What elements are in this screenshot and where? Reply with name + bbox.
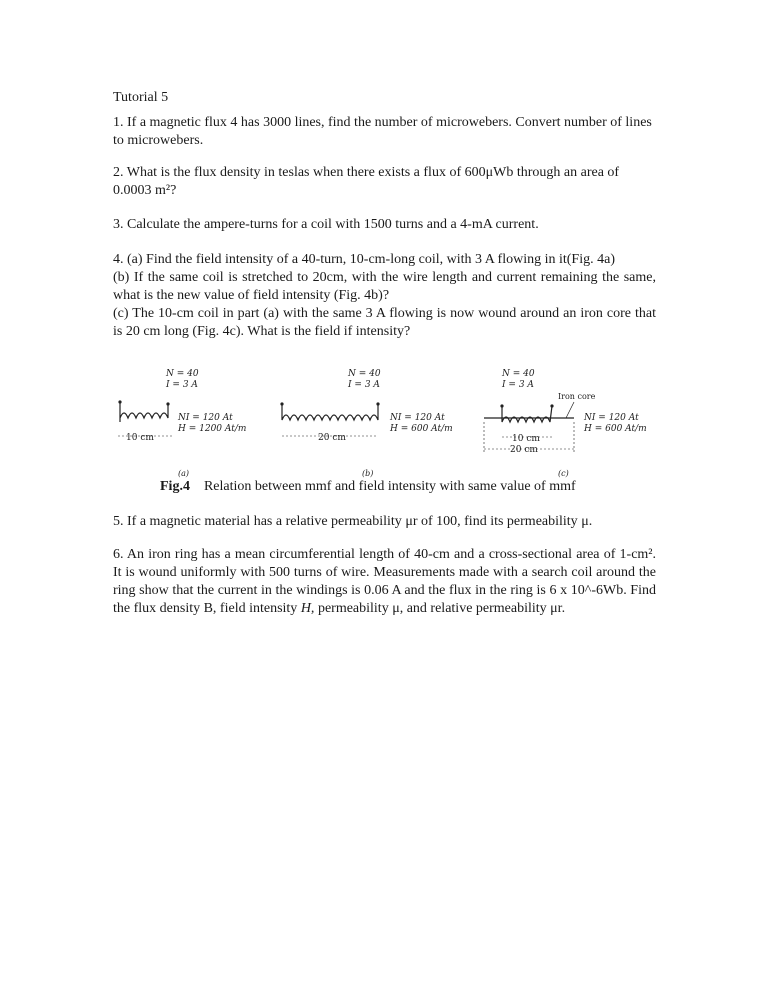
- question-1: 1. If a magnetic flux 4 has 3000 lines, find the number of microwebers. Convert number of lines to microwebers.: [113, 115, 652, 148]
- fig-a-label: (a): [178, 469, 190, 478]
- fig-b-ni: NI = 120 At: [390, 413, 445, 423]
- question-4: [113, 251, 656, 341]
- question-4a: 4. (a) Find the field intensity of a 40-turn, 10-cm-long coil, with 3 A flowing in it(Fig. 4a): [113, 252, 615, 267]
- figure-caption-text: Relation between mmf and field intensity with same value of mmf: [203, 479, 576, 494]
- question-6-text-b: permeability: [314, 601, 393, 616]
- mu-r-symbol-6: μr.: [550, 601, 566, 616]
- question-5-text-b: of 100, find its permeability: [417, 514, 582, 529]
- question-6-text-a: 6. An iron ring has a mean circumferential length of 40-cm and a cross-sectional area of 1-cm². It is wound uniformly with 500 turns of wire. Measurements made with a search coil around the ring show that the current in the windings is 0.06 A and the flux in the ring is 6 x 10^-6Wb. Find the flux density B, field intensity: [113, 547, 656, 616]
- h-symbol: H,: [300, 601, 315, 616]
- page-title: Tutorial 5: [113, 90, 169, 105]
- fig-b-length: 20 cm: [318, 433, 346, 443]
- figure-4b: [280, 369, 452, 478]
- mu-symbol: μ.: [581, 514, 593, 529]
- fig-c-i: I = 3 A: [502, 380, 534, 390]
- fig-a-i: I = 3 A: [166, 380, 198, 390]
- fig-c-n: N = 40: [502, 369, 535, 379]
- fig-b-h: H = 600 At/m: [390, 424, 453, 434]
- fig-a-ni: NI = 120 At: [178, 413, 233, 423]
- fig-c-length-1: 10 cm: [512, 434, 540, 444]
- question-5: [113, 513, 656, 531]
- figure-4a: [118, 369, 246, 478]
- question-6-text-c: and relative permeability: [403, 601, 551, 616]
- fig-b-label: (b): [362, 469, 374, 478]
- mu-r-symbol: μr: [405, 514, 418, 529]
- fig-c-h: H = 600 At/m: [584, 424, 647, 434]
- coil-c: [502, 406, 552, 422]
- figure-caption: [160, 479, 576, 495]
- fig-b-i: I = 3 A: [348, 380, 380, 390]
- figure-4: [112, 360, 657, 482]
- question-6: [113, 546, 656, 618]
- fig-a-h: H = 1200 At/m: [178, 424, 247, 434]
- mu-symbol-6: μ,: [392, 601, 404, 616]
- fig-c-label: (c): [558, 469, 569, 478]
- fig-c-length-2: 20 cm: [510, 445, 538, 455]
- fig-b-n: N = 40: [348, 369, 381, 379]
- question-3: 3. Calculate the ampere-turns for a coil with 1500 turns and a 4-mA current.: [113, 217, 539, 232]
- figure-caption-label: Fig.4: [160, 479, 190, 494]
- fig-c-core-label: Iron core: [558, 392, 596, 401]
- fig-a-n: N = 40: [166, 369, 199, 379]
- question-4c: (c) The 10-cm coil in part (a) with the same 3 A flowing is now wound around an iron core that is 20 cm long (Fig. 4c). What is the field if intensity?: [113, 306, 656, 339]
- question-4b: (b) If the same coil is stretched to 20cm, with the wire length and current remaining the same, what is the new value of field intensity (Fig. 4b)?: [113, 270, 656, 303]
- fig-c-ni: NI = 120 At: [584, 413, 639, 423]
- fig-a-length: 10 cm: [126, 433, 154, 443]
- coil-a-turns: [120, 404, 168, 418]
- figure-4c: [484, 369, 647, 478]
- question-2: 2. What is the flux density in teslas when there exists a flux of 600μWb through an area of 0.0003 m²?: [113, 165, 620, 198]
- coil-b: [282, 404, 378, 420]
- question-5-text-a: 5. If a magnetic material has a relative permeability: [113, 514, 406, 529]
